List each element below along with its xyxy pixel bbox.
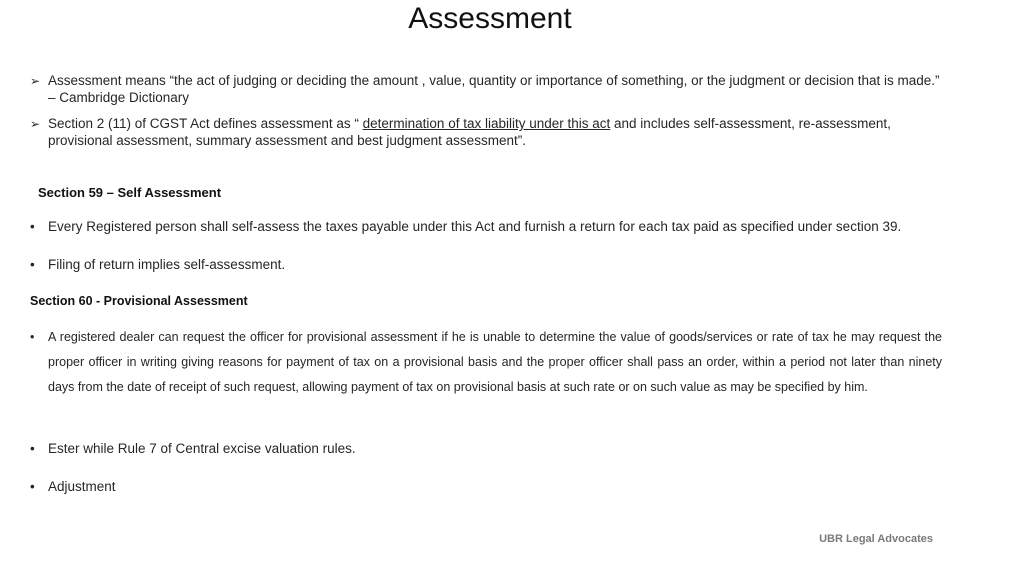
bullet-text: A registered dealer can request the officer for provisional assessment if he is unable to determine the value of goods/services or rate of tax he may request the proper officer in writing giving reasons for payment of tax on a provisional basis and the proper officer shall pass an order, within a period not later than ninety days from the date of receipt of such request, allowing payment of tax on provisional basis at such rate or on such value as may be specified by him. — [48, 330, 942, 394]
bullet-text: Every Registered person shall self-assess the taxes payable under this Act and furnish a return for each tax paid as specified under section 39. — [48, 219, 902, 234]
arrow-bullet-icon: ➢ — [30, 117, 41, 131]
definition-suffix: and includes self-assessment, re-assessment, provisional assessment, summary assessment and best judgment assessment”. — [48, 116, 891, 148]
arrow-bullet-icon: ➢ — [30, 74, 41, 88]
section-60-heading: Section 60 - Provisional Assessment — [30, 294, 248, 308]
section-59-heading: Section 59 – Self Assessment — [38, 185, 222, 200]
bullet-text: Adjustment — [48, 479, 116, 494]
bullet-icon: • — [30, 479, 35, 494]
definition-text — [48, 116, 940, 149]
bullet-icon: • — [30, 441, 35, 456]
definition-prefix: Section 2 (11) of CGST Act defines assessment as “ — [48, 116, 363, 131]
section-60-bullet — [30, 479, 942, 495]
definition-item-cgst — [30, 116, 940, 149]
bullet-icon: • — [30, 257, 35, 272]
bullet-text: Filing of return implies self-assessment. — [48, 257, 286, 272]
section-60-bullet — [30, 325, 942, 400]
bullet-text: Ester while Rule 7 of Central excise valuation rules. — [48, 441, 356, 456]
bullet-icon: • — [30, 330, 35, 344]
footer-firm-name: UBR Legal Advocates — [819, 533, 933, 545]
definition-item-cambridge — [30, 73, 940, 106]
underlined-phrase: determination of tax liability under this act — [362, 116, 611, 131]
slide-title: Assessment — [408, 2, 572, 35]
section-59-bullet — [30, 257, 942, 273]
section-59-bullet — [30, 219, 942, 235]
definition-text: Assessment means “the act of judging or deciding the amount , value, quantity or importance of something, or the judgment or decision that is made.” – Cambridge Dictionary — [48, 73, 940, 105]
section-60-bullet — [30, 441, 942, 457]
bullet-icon: • — [30, 219, 35, 234]
